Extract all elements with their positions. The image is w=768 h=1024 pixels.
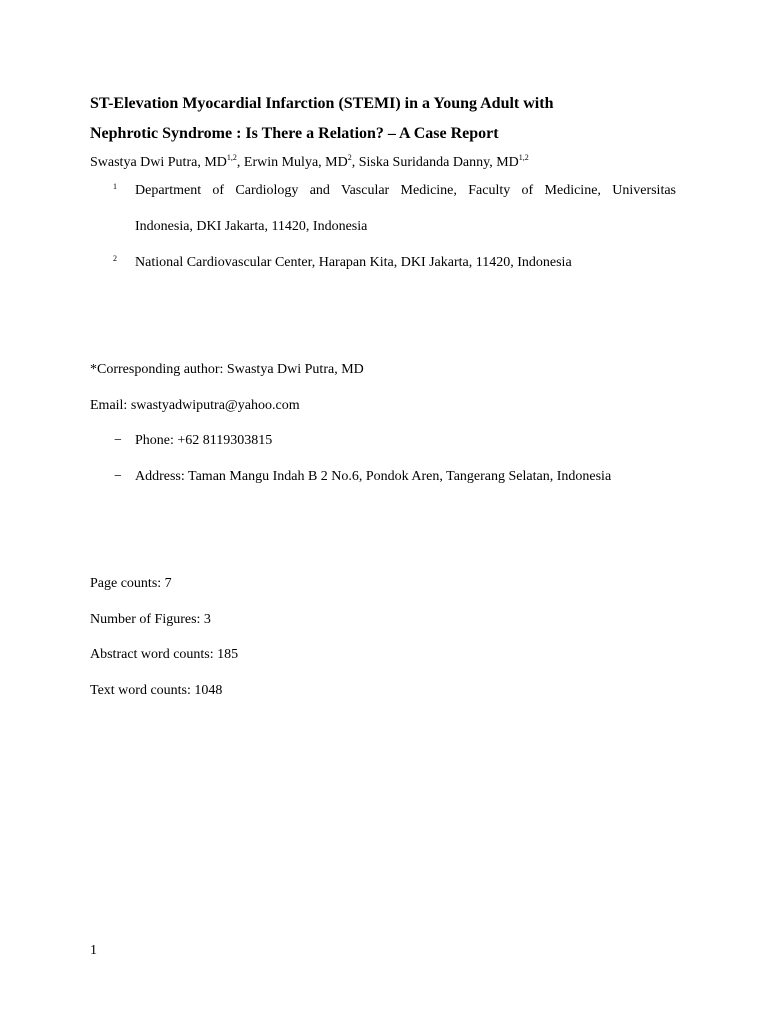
- phone-line: Phone: +62 8119303815: [135, 433, 273, 448]
- abstract-word-count: Abstract word counts: 185: [90, 647, 239, 662]
- author-name: Siska Suridanda Danny, MD: [358, 155, 519, 170]
- author-separator: ,: [236, 155, 244, 170]
- figure-count: Number of Figures: 3: [90, 612, 211, 627]
- page-number: 1: [90, 943, 97, 958]
- author-list: [90, 155, 529, 171]
- title-line-1: ST-Elevation Myocardial Infarction (STEMI) in a Young Adult with: [90, 95, 554, 112]
- list-dash: −: [114, 469, 122, 484]
- title-line-2: Nephrotic Syndrome : Is There a Relation? – A Case Report: [90, 125, 499, 142]
- paper-title: [90, 89, 690, 149]
- author-separator: ,: [351, 155, 359, 170]
- affiliation-line: Department of Cardiology and Vascular Medicine, Faculty of Medicine, Universitas: [135, 183, 676, 198]
- address-line: Address: Taman Mangu Indah B 2 No.6, Pondok Aren, Tangerang Selatan, Indonesia: [135, 469, 612, 484]
- affiliation-mark: 2: [113, 254, 117, 263]
- affiliation-line: Indonesia, DKI Jakarta, 11420, Indonesia: [135, 219, 368, 234]
- author-name: Erwin Mulya, MD: [243, 155, 348, 170]
- list-dash: −: [114, 433, 122, 448]
- corresponding-author: *Corresponding author: Swastya Dwi Putra, MD: [90, 362, 364, 377]
- author-affiliation-mark: 2: [347, 153, 352, 162]
- email-line: Email: swastyadwiputra@yahoo.com: [90, 398, 300, 413]
- author-affiliation-mark: 1,2: [226, 153, 237, 162]
- affiliation-mark: 1: [113, 182, 117, 191]
- text-word-count: Text word counts: 1048: [90, 683, 223, 698]
- author-name: Swastya Dwi Putra, MD: [90, 155, 227, 170]
- author-affiliation-mark: 1,2: [518, 153, 529, 162]
- page-count: Page counts: 7: [90, 576, 172, 591]
- affiliation-line: National Cardiovascular Center, Harapan Kita, DKI Jakarta, 11420, Indonesia: [135, 255, 572, 270]
